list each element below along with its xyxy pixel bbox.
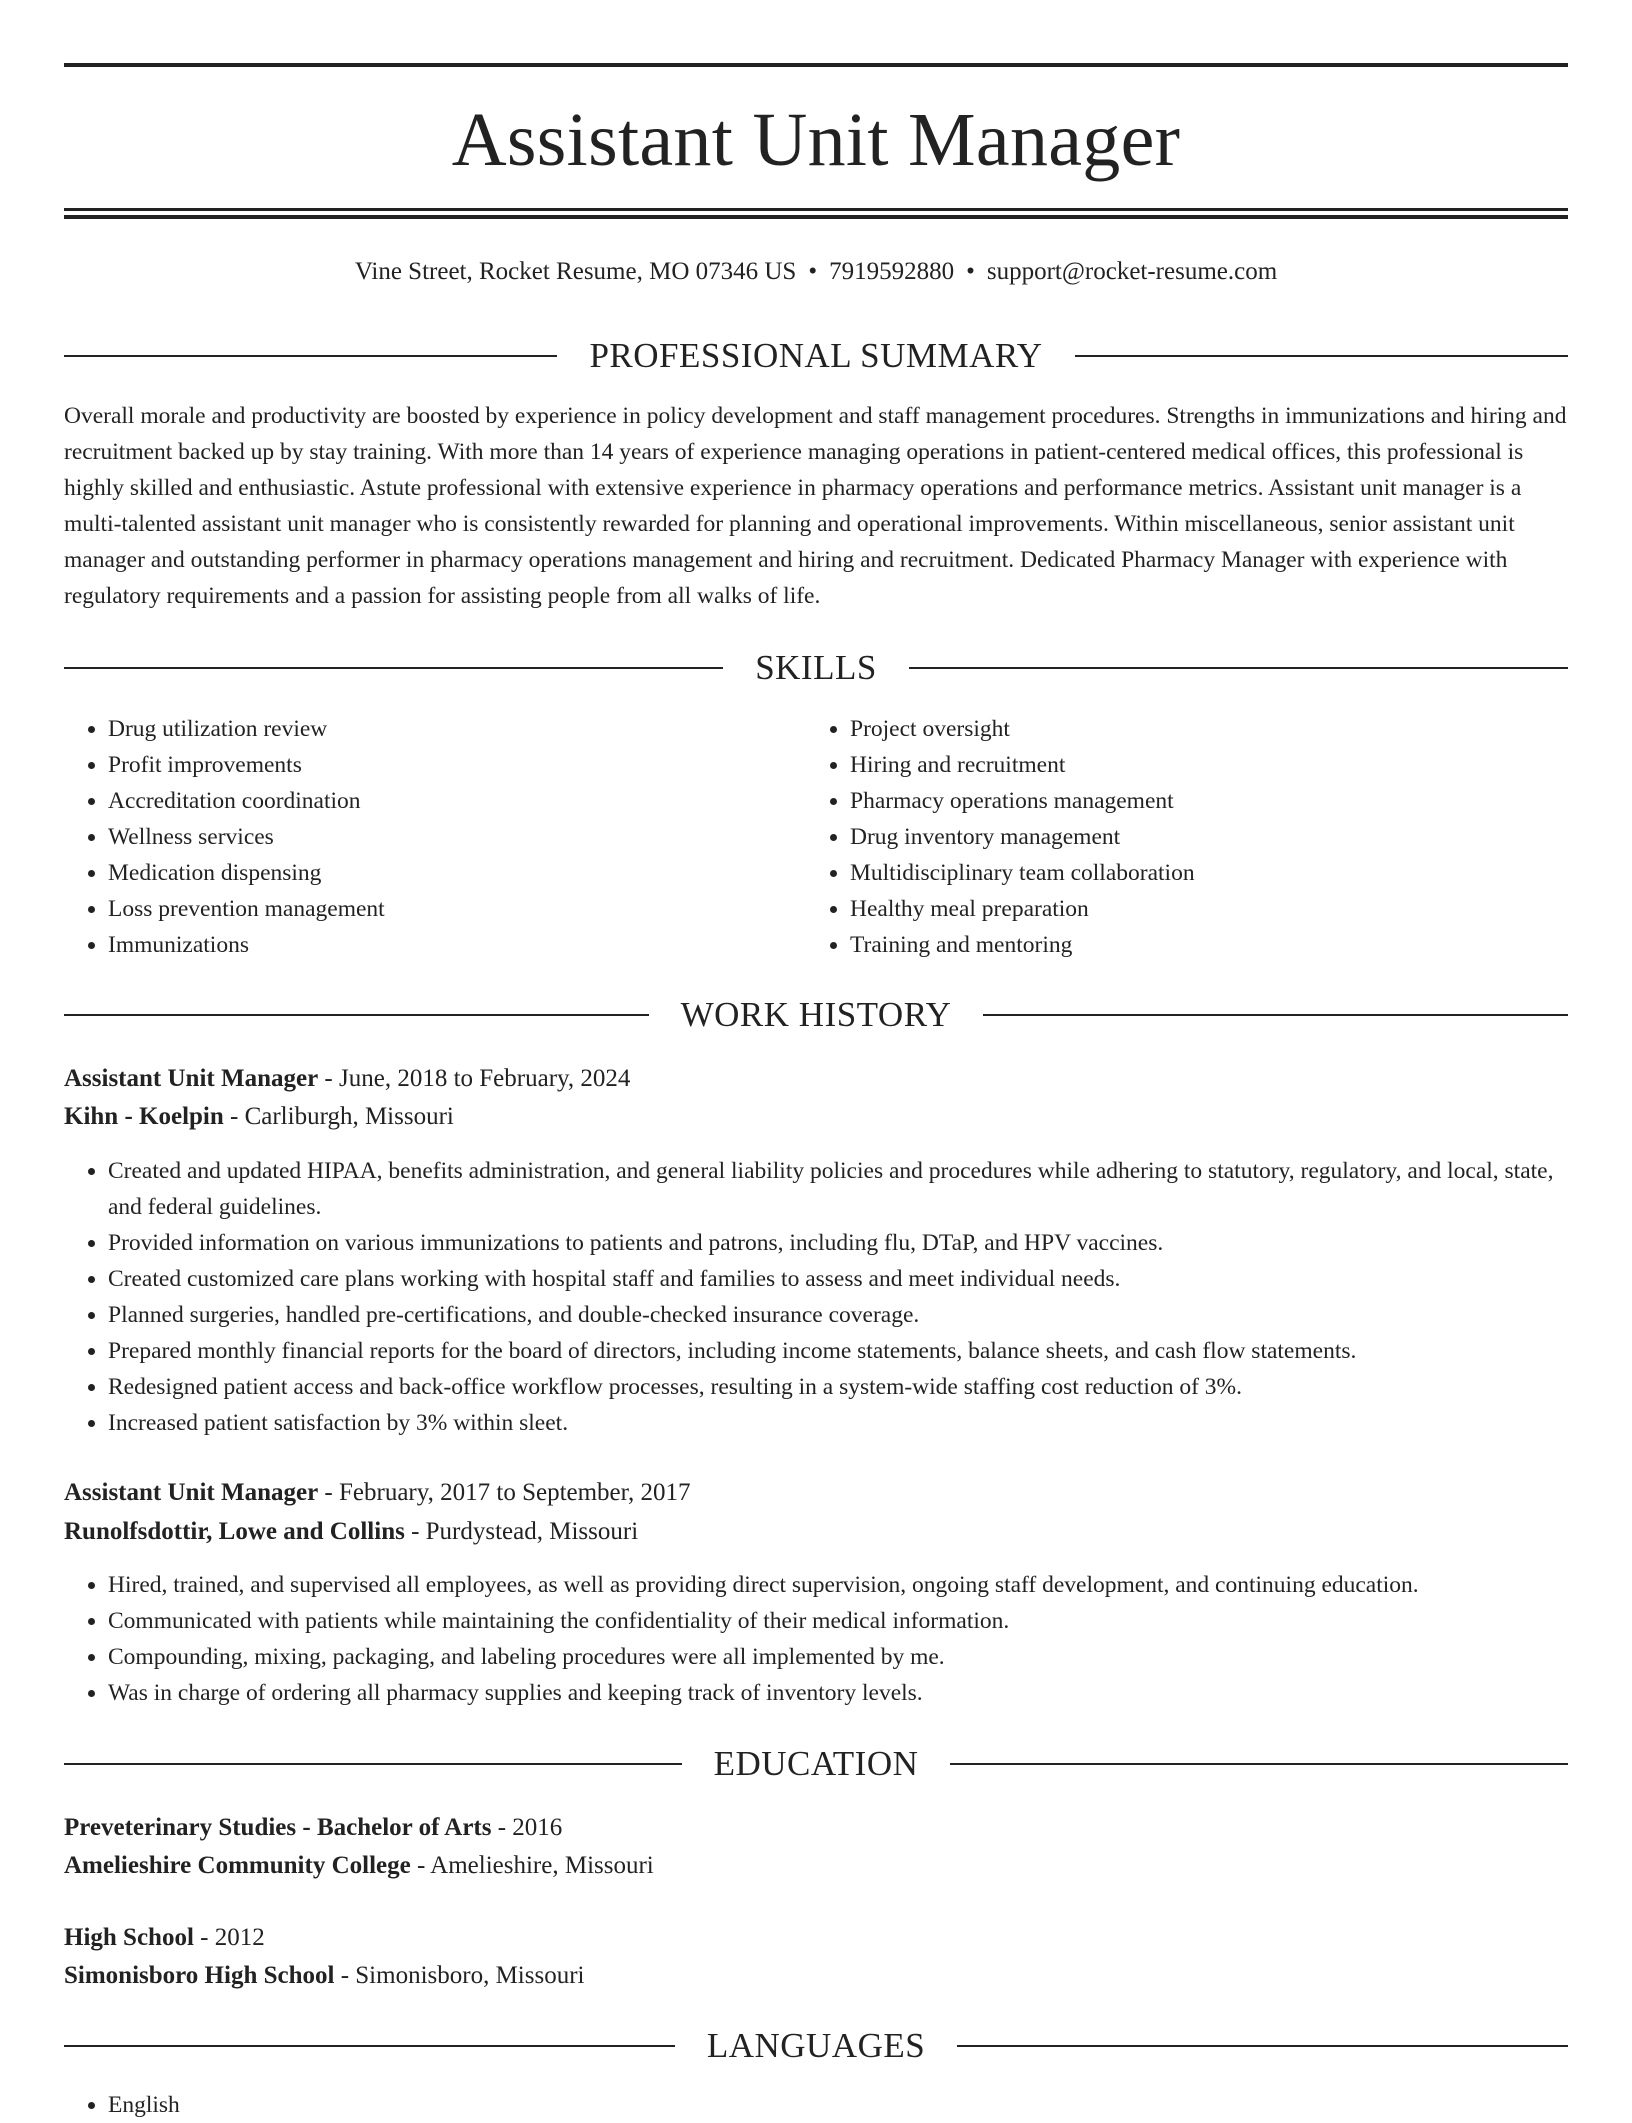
job-role: Assistant Unit Manager [64, 1479, 319, 1506]
skill-item: • Immunizations [108, 927, 808, 963]
language-item: • English [108, 2087, 1568, 2123]
education-school: Simonisboro High School [64, 1962, 335, 1989]
education-degree: High School [64, 1924, 194, 1951]
skill-item: • Hiring and recruitment [850, 747, 1550, 783]
skill-item: • Accreditation coordination [108, 783, 808, 819]
job-bullet: • Compounding, mixing, packaging, and labeling procedures were all implemented by me. [108, 1639, 1568, 1675]
skill-item: • Loss prevention management [108, 891, 808, 927]
heading-rule-left [64, 1763, 682, 1765]
job-bullets [64, 1567, 1568, 1711]
heading-rule-left [64, 1014, 649, 1016]
education-location: - Simonisboro, Missouri [334, 1962, 585, 1989]
job-bullets [64, 1153, 1568, 1441]
skills-list-right [806, 711, 1550, 963]
section-title: LANGUAGES [706, 2026, 926, 2065]
job-bullet: • Created and updated HIPAA, benefits administration, and general liability policies and procedures while adhering to statutory, regulatory, and local, state, and federal guidelines. [108, 1153, 1568, 1225]
job-bullet: • Planned surgeries, handled pre-certifications, and double-checked insurance coverage. [108, 1297, 1568, 1333]
heading-rule-right [1075, 355, 1568, 357]
skill-item: • Healthy meal preparation [850, 891, 1550, 927]
education-school-line [64, 1848, 1568, 1884]
job-location: - Carliburgh, Missouri [223, 1103, 454, 1130]
job-location: - Purdystead, Missouri [404, 1518, 639, 1545]
job-company-line [64, 1099, 1568, 1135]
education-location: - Amelieshire, Missouri [410, 1852, 654, 1879]
contact-email: support@rocket-resume.com [986, 258, 1278, 285]
section-heading-education [64, 1742, 1568, 1786]
education-degree: Preveterinary Studies - Bachelor of Arts [64, 1814, 492, 1841]
education-degree-line [64, 1920, 1568, 1956]
heading-rule-right [950, 1763, 1568, 1765]
job-bullet: • Increased patient satisfaction by 3% within sleet. [108, 1405, 1568, 1441]
heading-rule-right [983, 1014, 1568, 1016]
skill-item: • Wellness services [108, 819, 808, 855]
job-bullet: • Created customized care plans working with hospital staff and families to assess and meet individual needs. [108, 1261, 1568, 1297]
job-bullet: • Redesigned patient access and back-office workflow processes, resulting in a system-wide staffing cost reduction of 3%. [108, 1369, 1568, 1405]
contact-line [64, 254, 1568, 290]
education-year: - 2016 [491, 1814, 563, 1841]
section-heading-skills [64, 646, 1568, 690]
education-school: Amelieshire Community College [64, 1852, 411, 1879]
resume-name: Assistant Unit Manager [451, 98, 1181, 182]
summary-text: Overall morale and productivity are boosted by experience in policy development and staff management procedures. Strengths in immunizations and hiring and recruitment backed up by stay training. With more than 14 years of experience managing operations in patient-centered medical offices, this professional is highly skilled and enthusiastic. Astute professional with extensive experience in pharmacy operations and performance metrics. Assistant unit manager is a multi-talented assistant unit manager who is consistently rewarded for planning and operational improvements. Within miscellaneous, senior assistant unit manager and outstanding performer in pharmacy operations management and hiring and recruitment. Dedicated Pharmacy Manager with experience with regulatory requirements and a passion for assisting people from all walks of life. [64, 403, 1567, 609]
section-title: EDUCATION [713, 1744, 919, 1783]
skill-item: • Profit improvements [108, 747, 808, 783]
job-bullet: • Was in charge of ordering all pharmacy supplies and keeping track of inventory levels. [108, 1675, 1568, 1711]
header-rule-upper [64, 208, 1568, 211]
education-degree-line [64, 1810, 1568, 1846]
section-heading-languages [64, 2024, 1568, 2068]
job-bullet: • Provided information on various immunizations to patients and patrons, including flu, DTaP, and HPV vaccines. [108, 1225, 1568, 1261]
skill-item: • Pharmacy operations management [850, 783, 1550, 819]
skill-item: • Medication dispensing [108, 855, 808, 891]
section-heading-work [64, 993, 1568, 1037]
skill-item: • Training and mentoring [850, 927, 1550, 963]
skill-item: • Multidisciplinary team collaboration [850, 855, 1550, 891]
header-rule-lower [64, 215, 1568, 219]
section-title: SKILLS [755, 648, 877, 687]
skill-item: • Drug inventory management [850, 819, 1550, 855]
section-title: WORK HISTORY [680, 995, 952, 1034]
job-dates: - June, 2018 to February, 2024 [318, 1065, 631, 1092]
education-year: - 2012 [193, 1924, 265, 1951]
contact-separator: • [966, 258, 975, 285]
job-title-line [64, 1475, 1568, 1511]
heading-rule-left [64, 355, 557, 357]
section-title: PROFESSIONAL SUMMARY [589, 336, 1043, 375]
job-title-line [64, 1061, 1568, 1097]
job-dates: - February, 2017 to September, 2017 [318, 1479, 691, 1506]
job-bullet: • Hired, trained, and supervised all employees, as well as providing direct supervision, ongoing staff development, and continuing education. [108, 1567, 1568, 1603]
education-school-line [64, 1958, 1568, 1994]
contact-separator: • [808, 258, 818, 285]
languages-list [64, 2087, 1568, 2123]
section-heading-summary [64, 334, 1568, 378]
job-company-line [64, 1514, 1568, 1550]
job-bullet: • Prepared monthly financial reports for the board of directors, including income statements, balance sheets, and cash flow statements. [108, 1333, 1568, 1369]
top-rule [64, 63, 1568, 67]
skill-item: • Drug utilization review [108, 711, 808, 747]
job-company: Kihn - Koelpin [64, 1103, 224, 1130]
heading-rule-right [909, 667, 1568, 669]
job-company: Runolfsdottir, Lowe and Collins [64, 1518, 405, 1545]
heading-rule-left [64, 667, 723, 669]
heading-rule-left [64, 2045, 675, 2047]
job-bullet: • Communicated with patients while maintaining the confidentiality of their medical information. [108, 1603, 1568, 1639]
heading-rule-right [957, 2045, 1568, 2047]
contact-phone: 7919592880 [829, 258, 955, 285]
contact-address: Vine Street, Rocket Resume, MO 07346 US [354, 258, 797, 285]
skills-list-left [64, 711, 808, 963]
skill-item: • Project oversight [850, 711, 1550, 747]
job-role: Assistant Unit Manager [64, 1065, 319, 1092]
